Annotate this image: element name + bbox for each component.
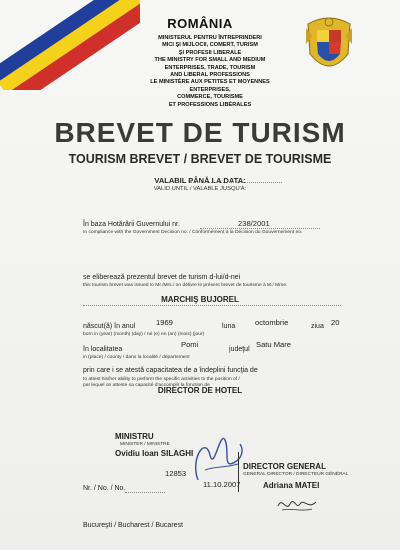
issue-date: 11.10.2007 — [203, 480, 241, 489]
document-title: BREVET DE TURISM — [54, 117, 346, 148]
minister-name: Ovidiu Ioan SILAGHI — [115, 449, 194, 458]
country-title: ROMÂNIA — [167, 16, 233, 31]
birth-month: octombrie — [255, 318, 289, 327]
holder-name-line — [83, 305, 341, 306]
birth-county: Satu Mare — [256, 340, 292, 349]
coat-of-arms-icon — [302, 14, 356, 82]
number-label: Nr. / No. / No. — [83, 485, 126, 492]
locality-label: în localitatea — [83, 346, 123, 353]
birth-year: 1969 — [156, 318, 173, 327]
ministry-line: ENTERPRISES, — [189, 86, 231, 93]
day-label: ziua — [311, 323, 324, 330]
decision-sublabel: In compliance with the Government Decision no. / Conformément à la Décision du Gouvernement no. — [83, 230, 303, 235]
validity-label: VALABIL PÂNĂ LA DATA: — [154, 176, 246, 185]
ministry-name — [120, 35, 300, 109]
ministry-line: THE MINISTRY FOR SMALL AND MEDIUM — [154, 57, 266, 64]
decision-label: În baza Hotărârii Guvernului nr. — [83, 221, 180, 228]
locality-sublabel: in (place) / county / dans la localité / département — [83, 355, 190, 360]
minister-title: MINISTRU — [115, 432, 154, 441]
birth-locality: Pomi — [181, 340, 199, 349]
issued-to-label: se eliberează prezentul brevet de turism d-lui/d-nei — [83, 274, 241, 281]
validity-line — [190, 182, 282, 183]
flag-yellow-stripe — [0, 0, 140, 90]
issuing-city: Bucureşti / Bucharest / Bucarest — [83, 522, 183, 529]
decision-number: 238/2001 — [238, 219, 270, 228]
function-sublabel-1: to attest his/her ability to perform the specific activities to the position of / — [83, 377, 240, 382]
number-line — [125, 492, 165, 493]
certificate-number: 12853 — [165, 469, 187, 478]
issued-to-sublabel: this tourism brevet was issued to Mr./Mrs./ on délivre le présent brevet de tourisme à M./ Mme. — [83, 283, 288, 288]
director-signature — [272, 492, 322, 516]
ministry-line: MINISTERUL PENTRU ÎNTREPRINDERI — [158, 35, 262, 41]
director-title: DIRECTOR GENERAL — [243, 462, 326, 471]
validity-sublabel: VALID UNTIL / VALABLE JUSQU'À: — [153, 186, 247, 192]
ministry-line: ET PROFESSIONS LIBÉRALES — [168, 101, 252, 108]
decision-line — [200, 228, 320, 229]
director-sublabel: GENERAL DIRECTOR / DIRECTEUR GÉNÉRAL — [243, 472, 349, 477]
ministry-line: ENTERPRISES, TRADE, TOURISM — [164, 64, 256, 71]
function-label: prin care i se atestă capacitatea de a îndeplini funcţia de — [83, 367, 258, 374]
born-label: născut(ă) în anul — [83, 323, 136, 330]
holder-name: MARCHIŞ BUJOREL — [161, 295, 239, 304]
month-label: luna — [222, 323, 236, 330]
ministry-line: LE MINISTÈRE AUX PETITES ET MOYENNES — [150, 79, 270, 86]
ministry-line: AND LIBERAL PROFESSIONS — [170, 72, 250, 79]
born-sublabel: born in (year) (month) (day) / né (e) en (an) (mois) (jour) — [83, 332, 205, 337]
function-sublabel-2: par lequel on atteste sa capacité d'accomplir la fonction de — [83, 383, 210, 388]
ministry-line: MICI ŞI MIJLOCII, COMERT, TURISM — [162, 42, 258, 49]
ministry-line: ŞI PROFESII LIBERALE — [178, 49, 242, 56]
birth-day: 20 — [331, 318, 340, 327]
flag-corner — [0, 0, 140, 90]
divider — [238, 452, 240, 492]
minister-sublabel: MINISTER / MINISTRE — [120, 442, 170, 447]
function-value: DIRECTOR DE HOTEL — [157, 386, 243, 395]
director-name: Adriana MATEI — [263, 481, 320, 490]
document-subtitle: TOURISM BREVET / BREVET DE TOURISME — [68, 152, 332, 166]
county-label: judeţul — [229, 346, 250, 353]
ministry-line: COMMERCE, TOURISME — [177, 94, 243, 101]
